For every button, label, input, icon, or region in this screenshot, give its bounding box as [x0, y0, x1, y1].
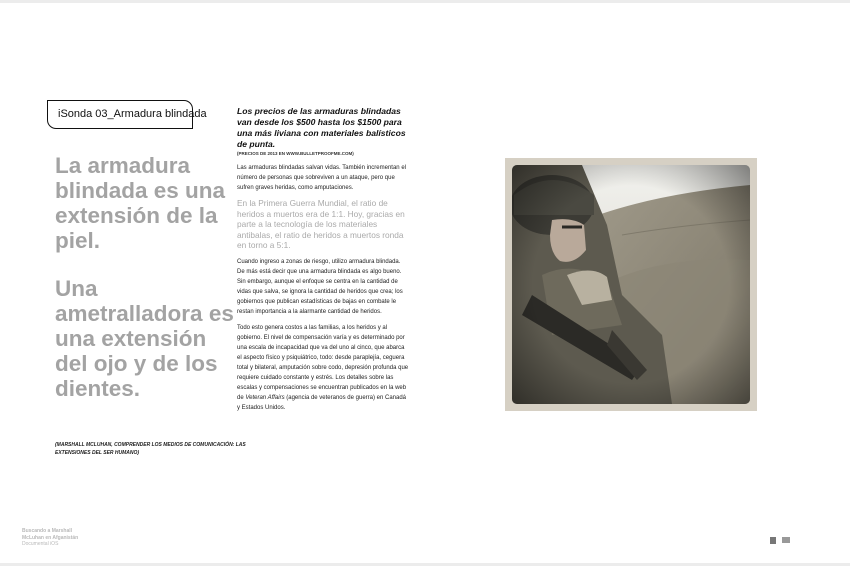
lead-paragraph: Los precios de las armaduras blindadas van desde los $500 hasta los $1500 para una más liviana con materiales balísticos de punta. — [237, 106, 406, 149]
headline-machine-gun: Una ametralladora es una extensión del ojo y de los dientes. — [55, 276, 234, 401]
partner-logos — [770, 535, 790, 545]
partner-logo-2 — [782, 537, 790, 543]
logo-mark-icon — [782, 537, 790, 543]
logo-mark-icon — [770, 537, 776, 544]
paragraph-3-end: (agencia de veteranos de guerra) en Canadá y Estados Unidos. — [237, 394, 407, 411]
headline-armor: La armadura blindada es una extensión de la piel. — [55, 153, 226, 253]
veteran-affairs-text: Veteran Affairs — [245, 394, 285, 401]
credit-line-1: Buscando a Marshall — [22, 528, 73, 534]
text-column — [237, 106, 409, 413]
paragraph-3-text: Todo esto genera costos a las familias, a los heridos y al gobierno. El nivel de compensación varía y es determinado por una escala de incapacidad que va del uno al cinco, que abarca el aspecto físico y psiquiátrico, todo: desde paraplejía, ceguera total y bilateral, amputación sobre codo, depresión profunda que requiere cuidado constante y estrés. Los detalles sobre las escalas y compensaciones se encuentran publicados en la web de — [237, 324, 409, 401]
credit-line-3: Documental iOS — [22, 541, 59, 547]
partner-logo-1 — [770, 537, 776, 544]
quote-source: (MARSHALL MCLUHAN, COMPRENDER LOS MEDIOS DE COMUNICACIÓN: LAS EXTENSIONES DEL SER HUMANO) — [55, 442, 246, 456]
soldier-photo-frame — [505, 158, 757, 411]
paragraph-3 — [237, 323, 409, 413]
paragraph-2: Cuando ingreso a zonas de riesgo, utilizo armadura blindada. De más está decir que una armadura blindada es algo bueno. Sin embargo, aunque el enfoque se centra en la cantidad de vidas que salva, se ignora la cantidad de heridos que crea; los gobiernos que publican estadísticas de bajas en combate le restan importancia a la alarmante cantidad de heridos. — [237, 258, 403, 315]
soldier-photo-image — [512, 165, 750, 404]
page — [0, 3, 850, 563]
section-tag — [47, 100, 207, 129]
lead-source: (PRECIOS DE 2013 EN WWW.BULLETPROOFME.COM) — [237, 151, 354, 156]
soldier-photo — [512, 165, 750, 404]
section-tag-label: iSonda 03_Armadura blindada — [58, 108, 207, 120]
highlight-paragraph: En la Primera Guerra Mundial, el ratio de heridos a muertos era de 1:1. Hoy, gracias en parte a la tecnología de los materiales antibalas, el ratio de heridos a muertos ronda en torno a 5:1. — [237, 198, 405, 250]
credit-line-2: McLuhan en Afganistán — [22, 534, 79, 541]
footer-credit — [22, 528, 122, 548]
paragraph-1: Las armaduras blindadas salvan vidas. También incrementan el número de personas que sobreviven a un ataque, pero que sufren graves heridas, como amputaciones. — [237, 165, 406, 191]
